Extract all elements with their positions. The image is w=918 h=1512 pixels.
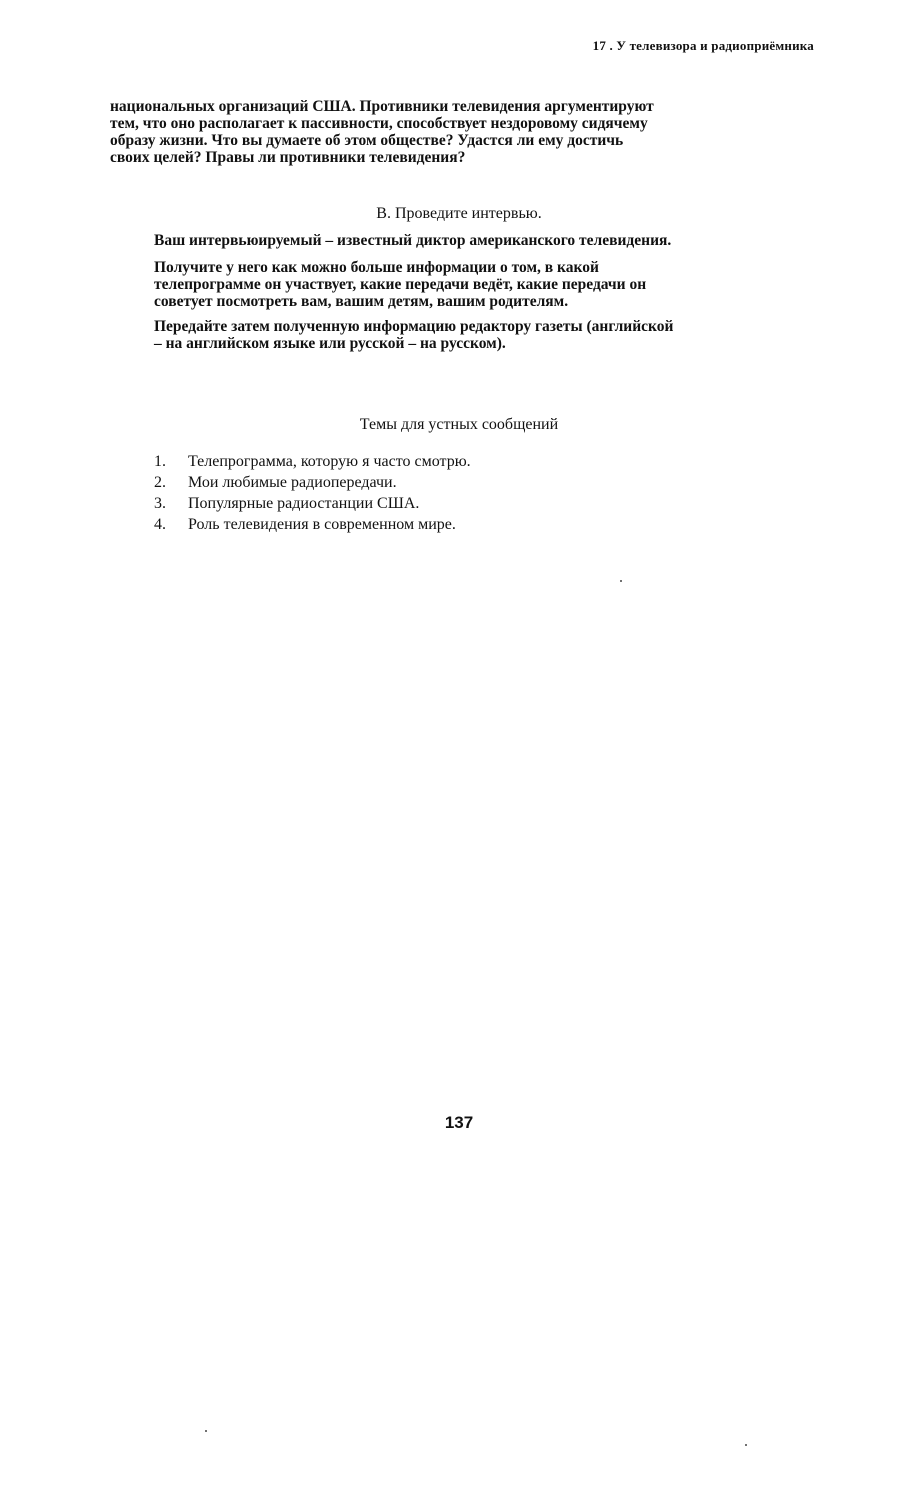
scan-speck bbox=[745, 1444, 747, 1446]
list-item bbox=[154, 453, 754, 474]
section-b-title: B. Проведите интервью. bbox=[376, 205, 542, 222]
text-line: тем, что оно располагает к пассивности, способствует нездоровому сидячему bbox=[110, 115, 648, 132]
item-text: Телепрограмма, которую я часто смотрю. bbox=[188, 453, 471, 470]
item-number: 3. bbox=[154, 495, 166, 512]
item-number: 1. bbox=[154, 453, 166, 470]
page-number: 137 bbox=[444, 1113, 474, 1132]
item-number: 2. bbox=[154, 474, 166, 491]
text-line: образу жизни. Что вы думаете об этом обществе? Удастся ли ему достичь bbox=[110, 132, 624, 149]
topics-list bbox=[154, 453, 754, 537]
text-line: телепрограмме он участвует, какие передачи ведёт, какие передачи он bbox=[154, 276, 647, 293]
item-text: Роль телевидения в современном мире. bbox=[188, 516, 456, 533]
section-b-paragraph-1: Ваш интервьюируемый – известный диктор американского телевидения. bbox=[154, 232, 672, 249]
list-item bbox=[154, 516, 754, 537]
item-number: 4. bbox=[154, 516, 166, 533]
item-text: Мои любимые радиопередачи. bbox=[188, 474, 397, 491]
section-b-paragraph-3 bbox=[154, 318, 814, 352]
text-line: советует посмотреть вам, вашим детям, вашим родителям. bbox=[154, 293, 569, 310]
running-header: 17 . У телевизора и радиоприёмника bbox=[592, 38, 814, 53]
text-line: Передайте затем полученную информацию редактору газеты (английской bbox=[154, 318, 674, 335]
scan-speck bbox=[620, 580, 622, 582]
scan-speck bbox=[205, 1430, 207, 1432]
text-line: своих целей? Правы ли противники телевидения? bbox=[110, 149, 466, 166]
list-item bbox=[154, 474, 754, 495]
intro-paragraph bbox=[110, 98, 810, 166]
list-item bbox=[154, 495, 754, 516]
section-b-paragraph-2 bbox=[154, 259, 814, 310]
text-line: – на английском языке или русской – на русском). bbox=[154, 335, 506, 352]
text-line: Получите у него как можно больше информации о том, в какой bbox=[154, 259, 599, 276]
topics-title: Темы для устных сообщений bbox=[359, 416, 559, 433]
item-text: Популярные радиостанции США. bbox=[188, 495, 420, 512]
text-line: национальных организаций США. Противники телевидения аргументируют bbox=[110, 98, 654, 115]
